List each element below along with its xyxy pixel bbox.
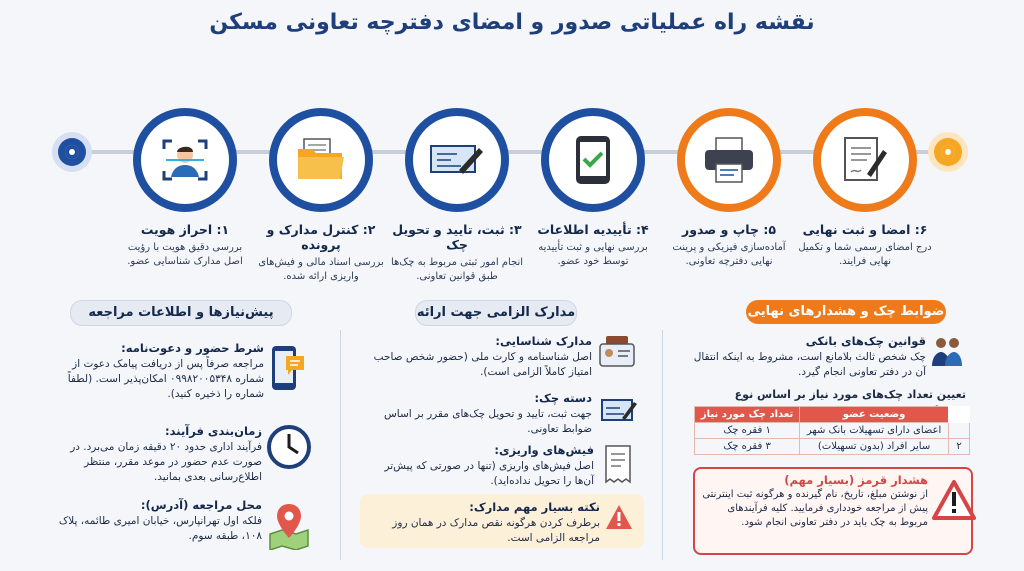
doc-item-receipt — [364, 442, 594, 489]
face-scan-icon — [160, 135, 210, 185]
step-3-circle — [405, 108, 509, 212]
doc-item-title: مدارک شناسایی: — [495, 334, 592, 348]
step-5 — [662, 108, 796, 268]
table-cell-status: اعضای دارای تسهیلات بانک شهر — [800, 423, 949, 439]
step-2-title: ۲: کنترل مدارک و پرونده — [266, 222, 376, 252]
step-6 — [798, 108, 932, 268]
step-1-title: ۱: احراز هویت — [140, 222, 230, 237]
page-title: نقشه راه عملیاتی صدور و امضای دفترچه تعاونی مسکن — [209, 10, 815, 35]
prereq-address — [48, 497, 262, 544]
step-4 — [526, 108, 660, 268]
map-pin-icon — [266, 500, 312, 550]
step-4-desc: بررسی نهایی و ثبت تأییدیه توسط خود عضو. — [538, 242, 648, 267]
step-6-title: ۶: امضا و ثبت نهایی — [802, 222, 928, 237]
warning-block — [700, 472, 928, 530]
step-6-circle — [813, 108, 917, 212]
step-5-desc: آماده‌سازی فیزیکی و پرینت نهایی دفترچه تعاونی. — [672, 242, 786, 267]
prereq-title: محل مراجعه (آدرس): — [140, 498, 262, 512]
table-cell-count: ۱ فقره چک — [695, 423, 800, 439]
doc-item-title: فیش‌های واریزی: — [494, 443, 594, 457]
documents-section-header: مدارک الزامی جهت ارائه — [415, 300, 577, 326]
table-row — [695, 423, 970, 439]
step-5-title: ۵: چاپ و صدور — [682, 222, 776, 237]
divider — [340, 330, 341, 560]
step-6-desc: درج امضای رسمی شما و تکمیل نهایی فرایند. — [798, 242, 932, 267]
step-3 — [390, 108, 524, 283]
table-cell-count: ۳ فقره چک — [695, 439, 800, 455]
doc-item-checkbook — [364, 390, 592, 437]
prereq-title: شرط حضور و دعوت‌نامه: — [121, 341, 264, 355]
cheque-icon — [429, 140, 485, 180]
step-2 — [254, 108, 388, 283]
warning-triangle-icon — [932, 480, 976, 520]
folder-icon — [294, 135, 348, 185]
table-header-status: وضعیت عضو — [800, 407, 949, 423]
prereq-text: مراجعه صرفاً پس از دریافت پیامک دعوت از شماره ۰۹۹۸۲۰۰۵۳۴۸ امکان‌پذیر است. (لطفاً شماره را ذخیره کنید). — [67, 357, 264, 401]
timeline-end-marker — [934, 138, 962, 166]
doc-item-text: اصل فیش‌های واریزی (تنها در صورتی که پیش‌تر آن‌ها را تحویل نداده‌اید). — [384, 459, 594, 487]
prerequisites-section-header: پیش‌نیازها و اطلاعات مراجعه — [70, 300, 292, 326]
warning-title: هشدار قرمز (بسیار مهم) — [784, 473, 928, 487]
prereq-timing — [48, 423, 262, 485]
step-3-title: ۳: ثبت، تایید و تحویل چک — [392, 222, 522, 252]
table-header-count: تعداد چک مورد نیاز — [695, 407, 800, 423]
step-4-circle — [541, 108, 645, 212]
important-note-text: برطرف کردن هرگونه نقص مدارک در همان روز مراجعه الزامی است. — [392, 516, 600, 544]
receipt-icon — [602, 444, 634, 484]
step-5-circle — [677, 108, 781, 212]
step-1 — [118, 108, 252, 268]
step-1-desc: بررسی دقیق هویت با رؤیت اصل مدارک شناسایی عضو. — [127, 242, 243, 267]
checkbook-icon — [600, 396, 638, 424]
bank-rules-text: چک شخص ثالث بلامانع است، مشروط به اینکه انتقال آن در دفتر تعاونی انجام گیرد. — [693, 350, 926, 378]
warning-text: از نوشتن مبلغ، تاریخ، نام گیرنده و هرگونه ثبت اینترنتی پیش از مراجعه خودداری فرمایید. کلیه فرآیندهای مربوط به چک باید در دفتر تعاونی انجام شود. — [702, 489, 928, 529]
table-title: تعیین تعداد چک‌های مورد نیاز بر اساس نوع — [734, 388, 966, 401]
table-row — [695, 439, 970, 455]
cheque-requirements-table — [694, 406, 970, 455]
table-cell-num — [949, 423, 970, 439]
phone-message-icon — [268, 342, 308, 394]
timeline-start-marker — [58, 138, 86, 166]
bank-rules-title: قوانین چک‌های بانکی — [805, 334, 926, 348]
document-sign-icon — [841, 134, 889, 186]
printer-icon — [702, 136, 756, 184]
id-card-icon — [598, 334, 638, 370]
rules-section-header: ضوابط چک و هشدارهای نهایی — [746, 300, 946, 324]
tablet-check-icon — [573, 134, 613, 186]
table-cell-status: سایر افراد (بدون تسهیلات) — [800, 439, 949, 455]
bank-rules-block — [690, 333, 926, 380]
doc-item-title: دسته چک: — [534, 391, 592, 405]
table-header-row — [695, 407, 970, 423]
important-note-title: نکته بسیار مهم مدارک: — [469, 500, 600, 514]
step-4-title: ۴: تأییدیه اطلاعات — [537, 222, 649, 237]
step-2-circle — [269, 108, 373, 212]
doc-item-id — [364, 333, 592, 380]
step-1-circle — [133, 108, 237, 212]
important-note — [372, 499, 600, 546]
alert-icon — [604, 503, 634, 531]
step-2-desc: بررسی اسناد مالی و فیش‌های واریزی ارائه شده. — [258, 257, 384, 282]
clock-icon — [266, 424, 312, 470]
handshake-icon — [930, 334, 964, 368]
step-3-desc: انجام امور ثبتی مربوط به چک‌ها طبق قوانین تعاونی. — [390, 257, 524, 282]
doc-item-text: اصل شناسنامه و کارت ملی (حضور شخص صاحب امتیاز کاملاً الزامی است). — [373, 350, 592, 378]
prereq-invitation — [48, 340, 264, 402]
table-cell-num: ۲ — [949, 439, 970, 455]
divider — [662, 330, 663, 560]
doc-item-text: جهت ثبت، تایید و تحویل چک‌های مقرر بر اساس ضوابط تعاونی. — [383, 407, 592, 435]
prereq-title: زمان‌بندی فرآیند: — [165, 424, 262, 438]
prereq-text: فرآیند اداری حدود ۲۰ دقیقه زمان می‌برد. در صورت عدم حضور در موعد مقرر، منتظر اطلاع‌رسانی بعدی بمانید. — [70, 440, 262, 484]
prereq-text: فلکه اول تهرانپارس، خیابان امیری طائمه، پلاک ۱۰۸، طبقه سوم. — [58, 514, 262, 542]
